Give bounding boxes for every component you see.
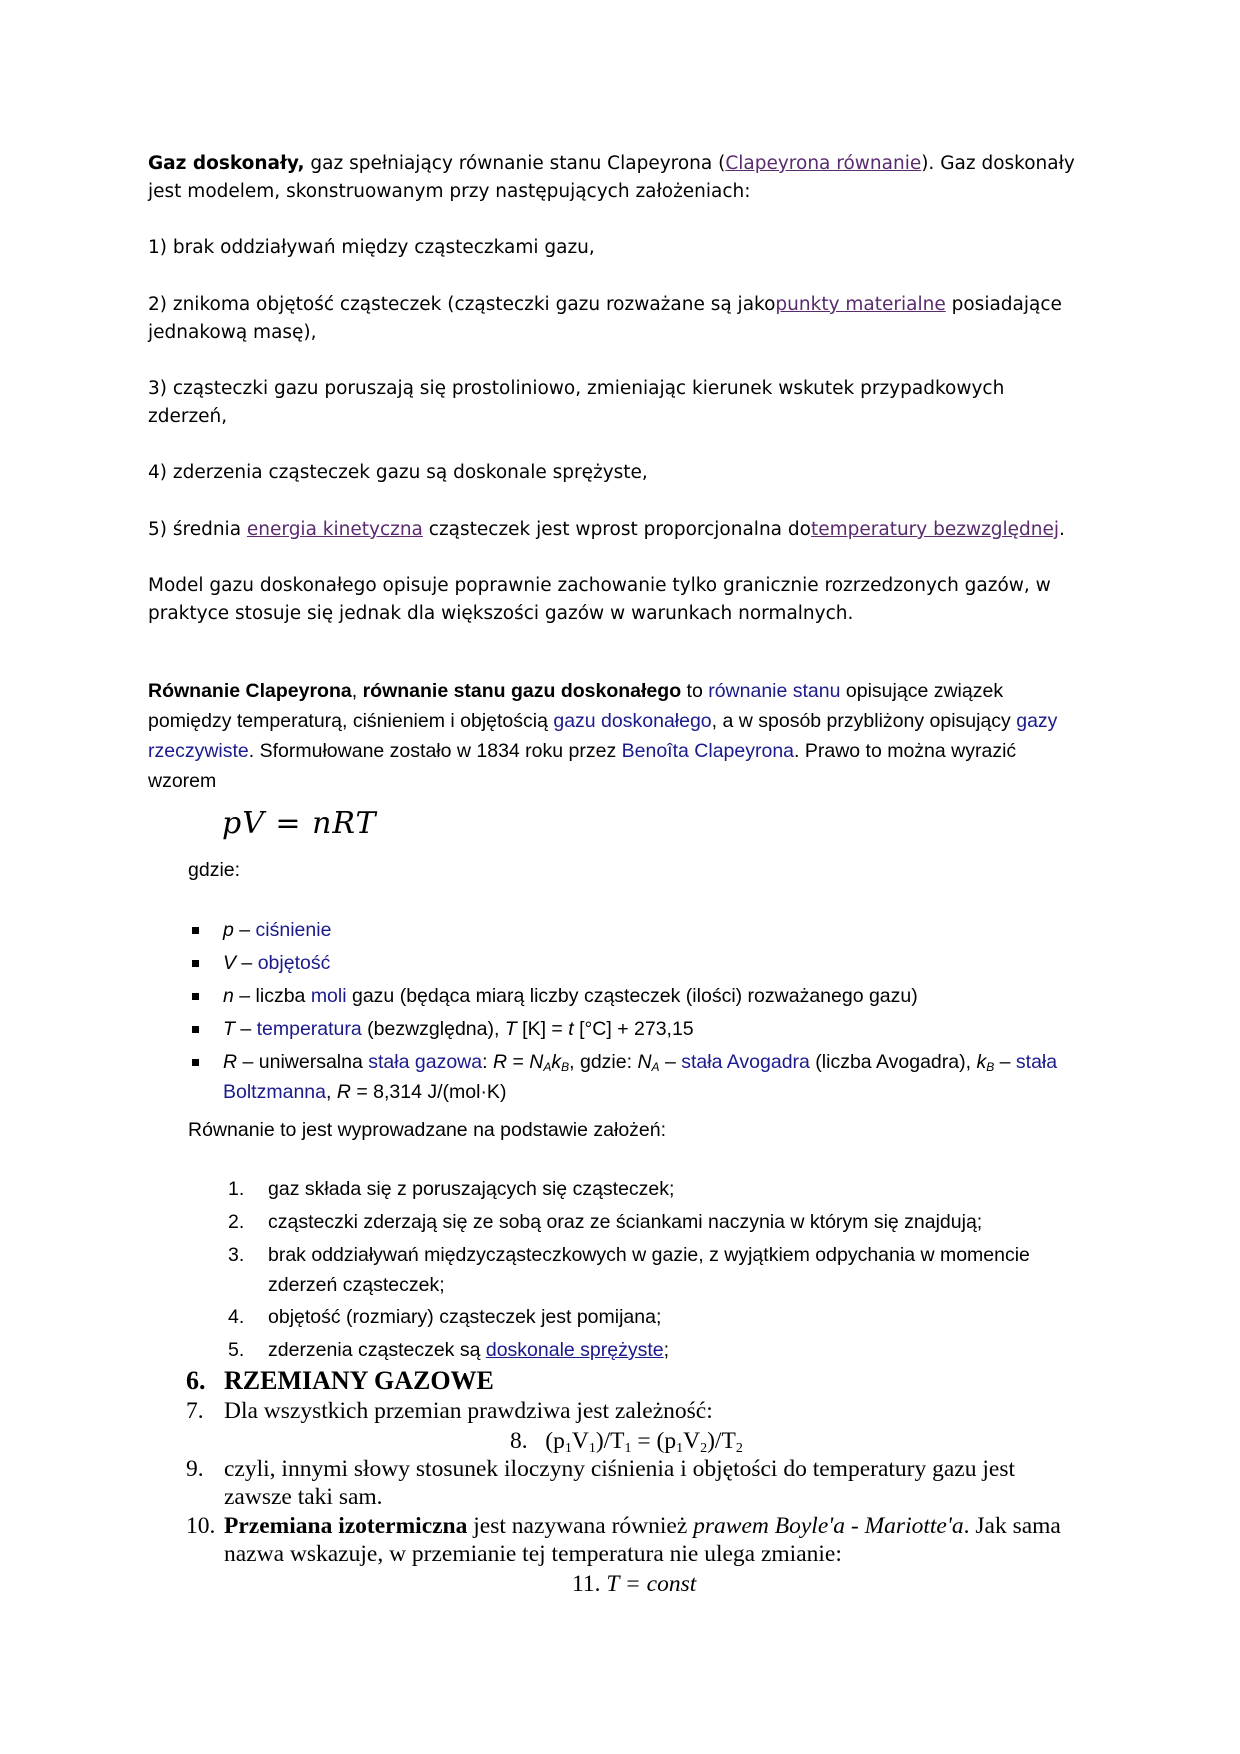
- text: [K] =: [516, 1018, 569, 1040]
- list-item: [188, 981, 1088, 1014]
- term-bold: Gaz doskonały,: [148, 153, 305, 174]
- link-ideal-gas[interactable]: gazu doskonałego: [553, 710, 712, 732]
- symbol: n: [223, 985, 234, 1007]
- assumptions-list: [228, 1174, 1088, 1368]
- text: –: [233, 919, 256, 941]
- term-bold: równanie stanu gazu doskonałego: [362, 680, 682, 702]
- list-item: [228, 1207, 1088, 1240]
- symbol: R: [336, 1081, 351, 1103]
- assumption-4: 4) zderzenia cząsteczek gazu są doskonale sprężyste,: [148, 462, 648, 483]
- list-number: 5.: [228, 1339, 245, 1361]
- symbol-list: [188, 915, 1088, 1109]
- item-11: [572, 1570, 872, 1598]
- bullet-square-icon: [192, 1059, 199, 1066]
- list-item: [188, 948, 1088, 981]
- list-item: [228, 1174, 1088, 1207]
- text: (bezwzględna),: [361, 1018, 505, 1040]
- item-7: [186, 1397, 1086, 1425]
- assumption-3: 3) cząsteczki gazu poruszają się prostoliniowo, zmieniając kierunek wskutek przypadkowych zderzeń,: [148, 378, 1005, 427]
- text: . Prawo to można wyrazić wzorem: [148, 740, 1017, 792]
- subscript: B: [986, 1060, 995, 1074]
- text: zderzenia cząsteczek są: [268, 1339, 486, 1361]
- list-number: 10.: [186, 1513, 216, 1539]
- text: =: [507, 1051, 530, 1073]
- link-kinetic-energy[interactable]: energia kinetyczna: [246, 519, 423, 540]
- symbol: R: [492, 1051, 508, 1073]
- assumption-2: [148, 291, 1088, 347]
- list-item: [228, 1240, 1088, 1302]
- gas-law-formula: $(p_1V_1)/T_1 = (p_1V_2)/T_2$: [545, 1428, 743, 1456]
- text: 5) średnia: [148, 519, 247, 540]
- list-number: 4.: [228, 1306, 245, 1328]
- link-moles[interactable]: moli: [310, 985, 347, 1007]
- link-material-points[interactable]: punkty materialne: [775, 294, 946, 315]
- link-pressure[interactable]: ciśnienie: [255, 919, 332, 941]
- list-number: 8.: [510, 1428, 528, 1454]
- link-benoit-clapeyron[interactable]: Benoîta Clapeyrona: [621, 740, 795, 762]
- link-elastic-collisions[interactable]: doskonale sprężyste: [485, 1339, 664, 1361]
- text: .: [1059, 519, 1065, 540]
- text: , gdzie:: [569, 1051, 638, 1073]
- text: , a w sposób przybliżony opisujący: [711, 710, 1017, 732]
- section-heading: RZEMIANY GAZOWE: [224, 1366, 494, 1395]
- symbol: V: [223, 952, 237, 974]
- text: = 8,314 J/(mol·K): [350, 1081, 507, 1103]
- list-item: [188, 1014, 1088, 1047]
- link-boltzmann-constant[interactable]: stała Boltzmanna: [223, 1051, 1058, 1103]
- text: posiadające jednakową masę),: [148, 294, 1062, 343]
- list-number: 11.: [572, 1571, 601, 1597]
- subscript: A: [651, 1060, 660, 1074]
- symbol: R: [223, 1051, 238, 1073]
- text: ;: [663, 1339, 670, 1361]
- text: 2) znikoma objętość cząsteczek (cząsteczki gazu rozważane są jako: [148, 294, 776, 315]
- bullet-square-icon: [192, 1026, 199, 1033]
- text: Przemiana izotermiczna jest nazywana również prawem Boyle'a - Mariotte'a. Jak sama nazwa wskazuje, w przemianie tej temperatura nie ulega zmianie:: [224, 1513, 1061, 1567]
- symbol: k: [551, 1051, 562, 1073]
- assumptions-intro: Równanie to jest wyprowadzane na podstawie założeń:: [188, 1119, 667, 1141]
- list-item: [188, 1047, 1088, 1109]
- text: – liczba: [233, 985, 311, 1007]
- link-equation-of-state[interactable]: równanie stanu: [708, 680, 841, 702]
- list-item: [228, 1302, 1088, 1335]
- text: czyli, innymi słowy stosunek iloczyny ciśnienia i objętości do temperatury gazu jest zawsze taki sam.: [224, 1456, 1015, 1510]
- term-bold: Przemiana izotermiczna: [224, 1513, 468, 1539]
- text: :: [482, 1051, 493, 1073]
- text: [°C] + 273,15: [573, 1018, 694, 1040]
- text: to: [681, 680, 709, 702]
- text: gazu (będąca miarą liczby cząsteczek (ilości) rozważanego gazu): [346, 985, 918, 1007]
- list-number: 7.: [186, 1398, 204, 1424]
- term-bold: Równanie Clapeyrona: [148, 680, 352, 702]
- item-10: [186, 1512, 1086, 1568]
- text: Dla wszystkich przemian prawdziwa jest zależność:: [224, 1398, 713, 1424]
- assumption-5: [148, 516, 1088, 544]
- subscript: A: [543, 1060, 552, 1074]
- text: (liczba Avogadra),: [809, 1051, 977, 1073]
- text: objętość (rozmiary) cząsteczek jest pomijana;: [268, 1306, 662, 1328]
- symbol: T: [504, 1018, 517, 1040]
- clapeyron-paragraph: [148, 676, 1088, 796]
- text: . Sformułowane zostało w 1834 roku przez: [248, 740, 622, 762]
- definition-paragraph: [148, 150, 1088, 206]
- text: gaz składa się z poruszających się cząsteczek;: [268, 1178, 675, 1200]
- text: ). Gaz doskonały jest modelem, skonstruowanym przy następujących założeniach:: [148, 153, 1075, 202]
- text: cząsteczek jest wprost proporcjonalna do: [422, 519, 811, 540]
- item-8-formula: [510, 1427, 910, 1455]
- text: gaz spełniający równanie stanu Clapeyrona (: [304, 153, 726, 174]
- text: opisujące związek pomiędzy temperaturą, ciśnieniem i objętością: [148, 680, 1004, 732]
- link-temperature[interactable]: temperatura: [256, 1018, 362, 1040]
- list-item: [188, 915, 1088, 948]
- bullet-square-icon: [192, 927, 199, 934]
- assumption-1: 1) brak oddziaływań między cząsteczkami gazu,: [148, 237, 595, 258]
- symbol: N: [637, 1051, 652, 1073]
- text: –: [994, 1051, 1016, 1073]
- link-volume[interactable]: objętość: [257, 952, 331, 974]
- text: –: [659, 1051, 682, 1073]
- link-real-gases[interactable]: gazy rzeczywiste: [148, 710, 1058, 762]
- ideal-gas-equation: pV = nRT: [222, 806, 377, 841]
- item-9: [186, 1455, 1086, 1511]
- list-number: 9.: [186, 1456, 204, 1482]
- text: –: [236, 952, 258, 974]
- link-avogadro-constant[interactable]: stała Avogadra: [681, 1051, 810, 1073]
- bullet-square-icon: [192, 993, 199, 1000]
- section-6-heading: [186, 1367, 1086, 1395]
- text: ,: [325, 1081, 337, 1103]
- list-number: 1.: [228, 1178, 245, 1200]
- isothermal-condition: T = const: [606, 1571, 697, 1597]
- text: – uniwersalna: [237, 1051, 369, 1073]
- link-absolute-temperature[interactable]: temperatury bezwzględnej: [810, 519, 1060, 540]
- symbol: N: [529, 1051, 544, 1073]
- link-clapeyron-equation[interactable]: Clapeyrona równanie: [725, 153, 922, 174]
- list-item: [228, 1335, 1088, 1368]
- text: ,: [351, 680, 363, 702]
- symbol: k: [976, 1051, 987, 1073]
- term-italic: prawem Boyle'a - Mariotte'a: [693, 1513, 964, 1539]
- text: cząsteczki zderzają się ze sobą oraz ze ściankami naczynia w którym się znajdują;: [268, 1211, 983, 1233]
- list-number: 2.: [228, 1211, 245, 1233]
- text: –: [234, 1018, 257, 1040]
- symbol: p: [223, 919, 234, 941]
- list-number: 3.: [228, 1244, 245, 1266]
- list-number: 6.: [186, 1366, 206, 1395]
- link-gas-constant[interactable]: stała gazowa: [368, 1051, 483, 1073]
- subscript: B: [561, 1060, 570, 1074]
- bullet-square-icon: [192, 960, 199, 967]
- model-paragraph: Model gazu doskonałego opisuje poprawnie zachowanie tylko granicznie rozrzedzonych gazów, w praktyce stosuje się jednak dla większości gazów w warunkach normalnych.: [148, 575, 1051, 624]
- gdzie-label: gdzie:: [188, 859, 241, 881]
- symbol: t: [568, 1018, 574, 1040]
- symbol: T: [223, 1018, 235, 1040]
- text: brak oddziaływań międzycząsteczkowych w gazie, z wyjątkiem odpychania w momencie zderzeń cząsteczek;: [268, 1244, 1030, 1296]
